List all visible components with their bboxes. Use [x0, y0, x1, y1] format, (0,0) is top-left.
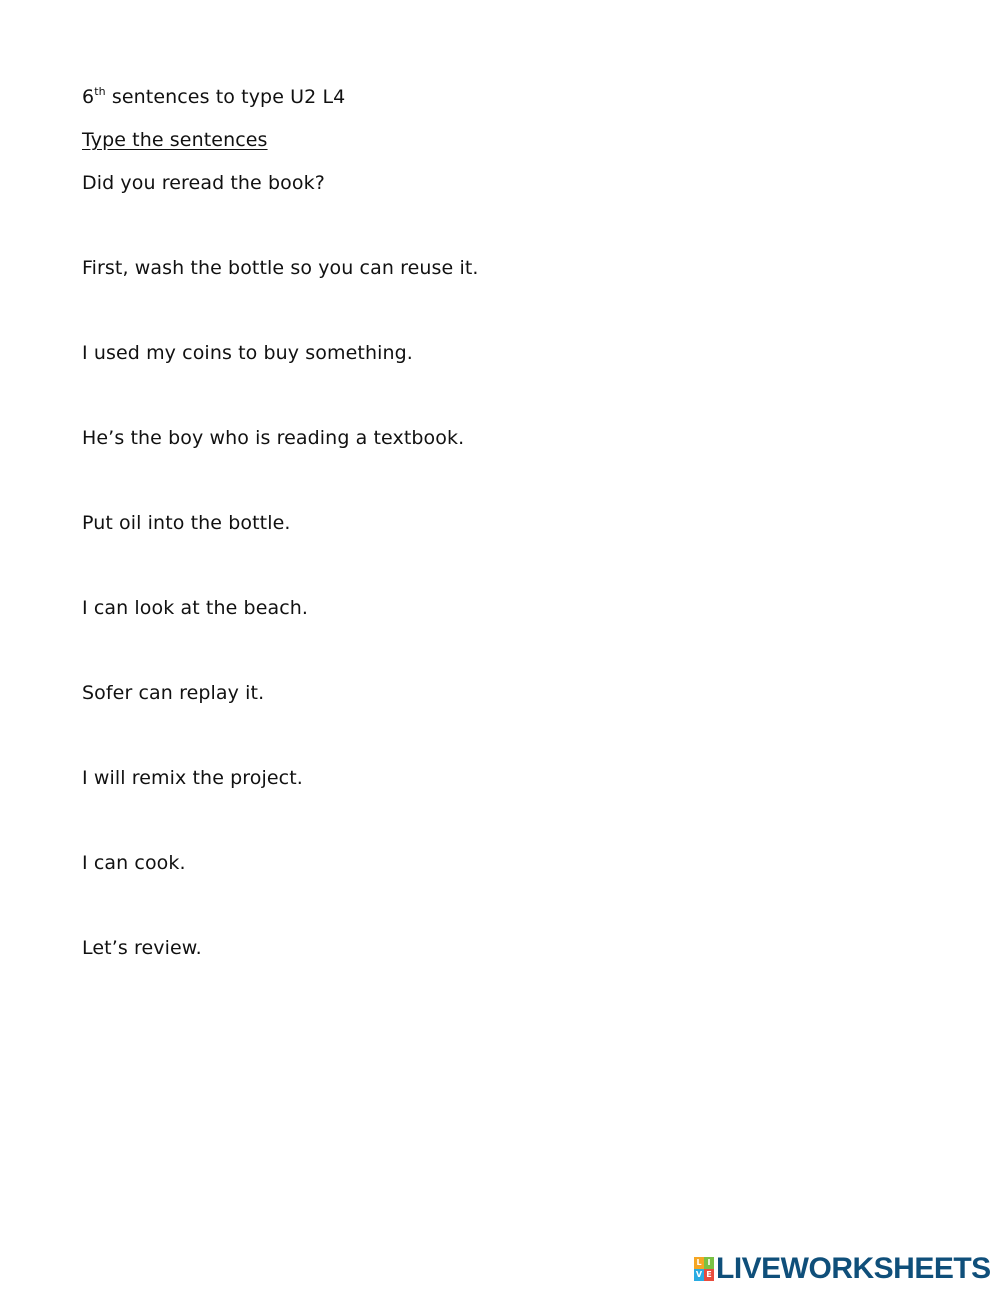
logo-block-l: L [694, 1257, 704, 1269]
sentence-8: I will remix the project. [82, 767, 303, 789]
logo-block-e: E [704, 1269, 714, 1281]
logo-block-v: V [695, 1270, 703, 1279]
logo-wordmark: LIVEWORKSHEETS [716, 1252, 991, 1285]
instruction-heading: Type the sentences [82, 129, 268, 151]
title-ordinal-suffix: th [94, 85, 106, 98]
title-number: 6 [82, 86, 95, 108]
liveworksheets-logo [694, 1252, 991, 1286]
logo-block-i: I [704, 1257, 714, 1269]
sentence-10: Let’s review. [82, 937, 202, 959]
sentence-7: Sofer can replay it. [82, 682, 265, 704]
live-blocks-icon [694, 1257, 714, 1281]
sentence-6: I can look at the beach. [82, 597, 309, 619]
sentence-1: Did you reread the book? [82, 172, 325, 194]
title-text: sentences to type U2 L4 [105, 86, 346, 108]
worksheet-title [82, 85, 345, 109]
sentence-9: I can cook. [82, 852, 186, 874]
sentence-4: He’s the boy who is reading a textbook. [82, 427, 465, 449]
sentence-5: Put oil into the bottle. [82, 512, 291, 534]
sentence-3: I used my coins to buy something. [82, 342, 413, 364]
sentence-2: First, wash the bottle so you can reuse it. [82, 257, 479, 279]
